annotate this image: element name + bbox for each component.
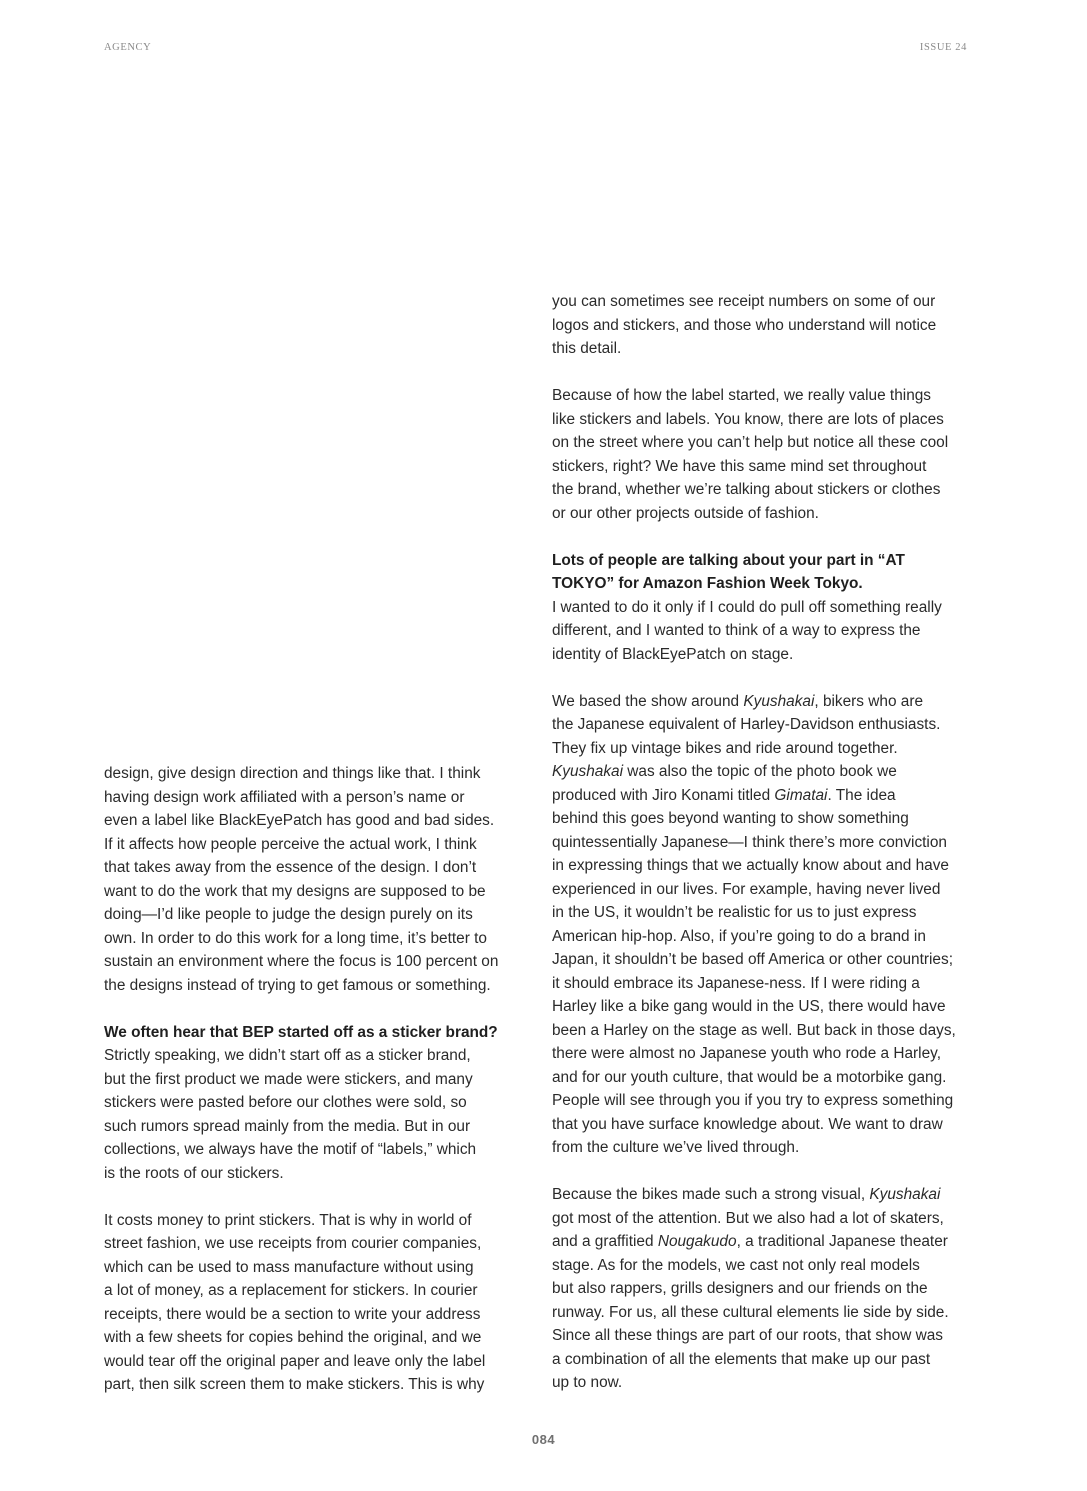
text-line: Because of how the label started, we really value things	[552, 387, 932, 404]
text-line: stickers were pasted before our clothes were sold, so	[104, 1094, 467, 1111]
text-line: it should embrace its Japanese-ness. If I were riding a	[552, 974, 920, 992]
qa-block	[104, 1021, 544, 1186]
text-line: receipts, there would be a section to write your address	[104, 1305, 481, 1323]
paragraph	[552, 384, 992, 525]
interview-question: TOKYO” for Amazon Fashion Week Tokyo.	[552, 575, 863, 592]
issue-label: ISSUE 24	[919, 42, 967, 53]
text-line: there were almost no Japanese youth who rode a Harley,	[552, 1045, 941, 1062]
text-line: having design work affiliated with a person’s name or	[104, 788, 465, 806]
text-line: the brand, whether we’re talking about stickers or clothes	[552, 481, 941, 498]
italic-term: Kyushakai	[552, 763, 624, 780]
text-run: , bikers who are	[814, 692, 924, 710]
text-line: up to now.	[552, 1374, 623, 1391]
text-line: sustain an environment where the focus is 100 percent on	[104, 953, 499, 970]
text-line: experienced in our lives. For example, having never lived	[552, 880, 941, 898]
text-run: produced with Jiro Konami titled	[552, 786, 775, 804]
paragraph	[104, 762, 544, 997]
text-run: . The idea	[827, 786, 896, 804]
text-line: but the first product we made were stickers, and many	[104, 1070, 473, 1088]
text-line: doing—I’d like people to judge the design purely on its	[104, 906, 473, 923]
text-line: the Japanese equivalent of Harley-Davidson enthusiasts.	[552, 716, 941, 733]
right-column	[552, 290, 992, 1418]
text-line: Since all these things are part of our roots, that show was	[552, 1327, 943, 1344]
italic-term: Nougakudo	[657, 1233, 737, 1250]
text-line: quintessentially Japanese—I think there’s more conviction	[552, 833, 947, 851]
text-line: like stickers and labels. You know, there are lots of places	[552, 410, 944, 428]
text-line: that you have surface knowledge about. We want to draw	[552, 1115, 943, 1133]
text-line: different, and I wanted to think of a way to express the	[552, 622, 921, 639]
text-line: and for our youth culture, that would be a motorbike gang.	[552, 1068, 947, 1086]
text-line: design, give design direction and things like that. I think	[104, 765, 481, 782]
text-line: They fix up vintage bikes and ride around together.	[552, 739, 898, 757]
italic-term: Kyushakai	[743, 692, 815, 710]
text-line: part, then silk screen them to make stickers. This is why	[104, 1376, 485, 1393]
text-line: such rumors spread mainly from the media. But in our	[104, 1117, 471, 1135]
text-line: Harley like a bike gang would in the US, there would have	[552, 998, 946, 1015]
text-line: which can be used to mass manufacture without using	[104, 1258, 474, 1276]
text-line: stage. As for the models, we cast not only real models	[552, 1256, 920, 1274]
text-line: I wanted to do it only if I could do pull off something really	[552, 598, 942, 616]
text-line: logos and stickers, and those who understand will notice	[552, 316, 937, 334]
text-run: , a traditional Japanese theater	[736, 1233, 948, 1250]
interview-question: We often hear that BEP started off as a sticker brand?	[104, 1023, 498, 1041]
text-line: on the street where you can’t help but notice all these cool	[552, 434, 949, 451]
text-run: We based the show around	[552, 692, 744, 710]
page-number: 084	[531, 1432, 556, 1447]
paragraph	[552, 290, 992, 361]
text-line: or our other projects outside of fashion.	[552, 504, 819, 522]
text-line	[552, 690, 992, 714]
text-line	[552, 784, 992, 808]
text-line: collections, we always have the motif of “labels,” which	[104, 1141, 477, 1158]
text-line: want to do the work that my designs are supposed to be	[104, 882, 486, 900]
text-line	[552, 760, 992, 784]
text-run: Because the bikes made such a strong visual,	[552, 1186, 870, 1203]
text-run: and a graffitied	[552, 1233, 658, 1250]
italic-term: Gimatai	[774, 786, 828, 804]
text-line: a lot of money, as a replacement for stickers. In courier	[104, 1282, 478, 1299]
text-line: in the US, it wouldn’t be realistic for us to just express	[552, 904, 917, 921]
text-line: runway. For us, all these cultural elements lie side by side.	[552, 1303, 949, 1321]
text-line: stickers, right? We have this same mind set throughout	[552, 457, 927, 475]
text-line: even a label like BlackEyePatch has good and bad sides.	[104, 812, 495, 829]
text-line: Japan, it shouldn’t be based off America or other countries;	[552, 951, 953, 968]
text-line: that takes away from the essence of the design. I don’t	[104, 859, 477, 876]
text-line: a combination of all the elements that make up our past	[552, 1350, 931, 1368]
text-line: with a few sheets for copies behind the original, and we	[104, 1329, 482, 1346]
text-line: but also rappers, grills designers and our friends on the	[552, 1280, 928, 1297]
text-line: would tear off the original paper and leave only the label	[104, 1352, 486, 1370]
text-line: the designs instead of trying to get famous or something.	[104, 976, 491, 994]
qa-block	[552, 549, 992, 667]
text-line: this detail.	[552, 340, 622, 357]
text-line	[552, 1183, 992, 1207]
text-line: from the culture we’ve lived through.	[552, 1139, 800, 1156]
paragraph	[552, 1183, 992, 1395]
text-line: been a Harley on the stage as well. But back in those days,	[552, 1021, 956, 1039]
text-line: identity of BlackEyePatch on stage.	[552, 645, 794, 663]
paragraph	[104, 1209, 544, 1397]
text-line: street fashion, we use receipts from courier companies,	[104, 1235, 482, 1252]
text-run: was also the topic of the photo book we	[623, 763, 897, 780]
text-line	[552, 1230, 992, 1254]
text-line: you can sometimes see receipt numbers on some of our	[552, 293, 936, 310]
italic-term: Kyushakai	[869, 1186, 941, 1203]
text-line: People will see through you if you try to express something	[552, 1092, 954, 1109]
text-line: behind this goes beyond wanting to show something	[552, 810, 909, 827]
left-column	[104, 762, 544, 1420]
text-line: got most of the attention. But we also had a lot of skaters,	[552, 1209, 944, 1227]
text-line: Strictly speaking, we didn’t start off as a sticker brand,	[104, 1047, 471, 1064]
text-line: in expressing things that we actually know about and have	[552, 857, 949, 874]
interview-question: Lots of people are talking about your part in “AT	[552, 551, 905, 569]
text-line: own. In order to do this work for a long time, it’s better to	[104, 929, 487, 947]
text-line: It costs money to print stickers. That is why in world of	[104, 1211, 472, 1229]
publication-name: AGENCY	[104, 42, 152, 53]
text-line: is the roots of our stickers.	[104, 1164, 284, 1182]
paragraph	[552, 690, 992, 1160]
text-line: American hip-hop. Also, if you’re going to do a brand in	[552, 927, 926, 945]
text-line: If it affects how people perceive the actual work, I think	[104, 835, 477, 853]
